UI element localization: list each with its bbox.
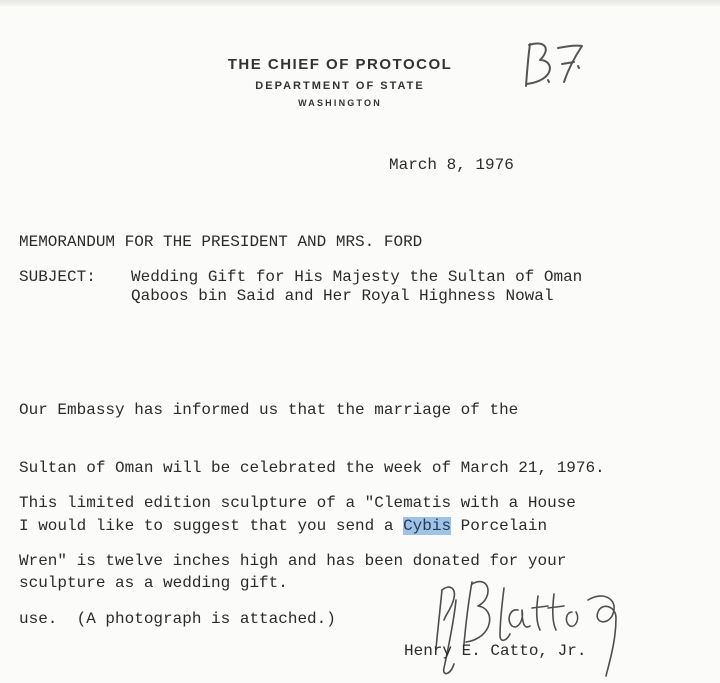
handwritten-signature bbox=[420, 560, 660, 683]
subject-line-2: Qaboos bin Said and Her Royal Highness Nowal bbox=[131, 287, 554, 305]
letterhead-department: DEPARTMENT OF STATE bbox=[255, 80, 425, 92]
body-line: Sultan of Oman will be celebrated the week of March 21, 1976. bbox=[19, 459, 605, 477]
body-text: Porcelain bbox=[451, 516, 548, 535]
memo-date: March 8, 1976 bbox=[389, 156, 514, 174]
letterhead-city: WASHINGTON bbox=[298, 98, 382, 108]
body-line: This limited edition sculpture of a "Clematis with a House bbox=[19, 494, 576, 513]
body-text: I would like to suggest that you send a bbox=[19, 516, 404, 535]
scan-edge bbox=[0, 0, 720, 6]
body-line: Wren" is twelve inches high and has been donated for your bbox=[19, 552, 567, 570]
handwritten-annotation bbox=[518, 36, 598, 96]
subject-label: SUBJECT: bbox=[19, 268, 96, 286]
subject-line-1: Wedding Gift for His Majesty the Sultan of Oman bbox=[131, 268, 583, 286]
body-line: Our Embassy has informed us that the marriage of the bbox=[19, 401, 519, 420]
letterhead-office: THE CHIEF OF PROTOCOL bbox=[227, 56, 453, 73]
signatory-name: Henry E. Catto, Jr. bbox=[404, 642, 587, 660]
memo-recipient: MEMORANDUM FOR THE PRESIDENT AND MRS. FORD bbox=[19, 233, 423, 251]
body-line: use. (A photograph is attached.) bbox=[19, 609, 336, 628]
highlighted-word[interactable]: Cybis bbox=[403, 516, 452, 535]
body-line: sculpture as a wedding gift. bbox=[19, 574, 288, 593]
